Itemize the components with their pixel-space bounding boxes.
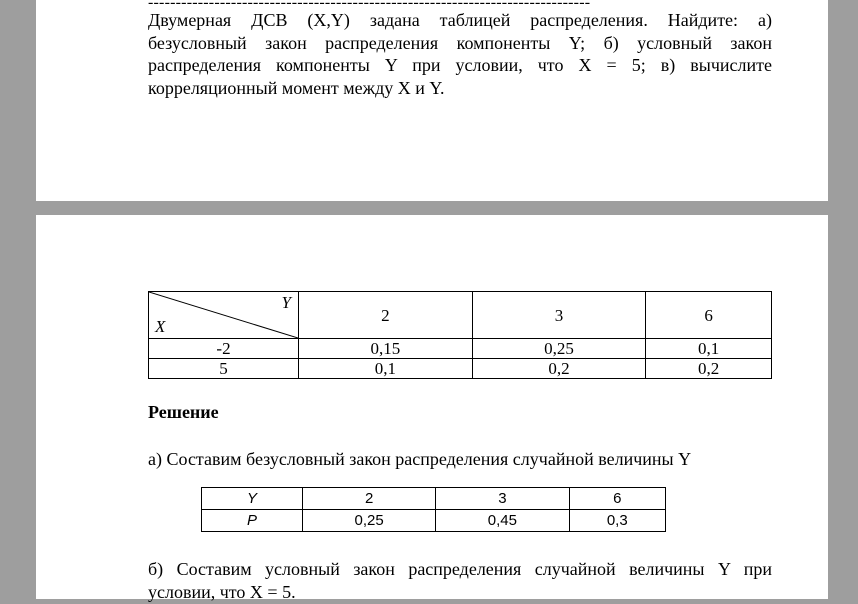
y-value-cell: 3 [436, 488, 569, 510]
task-line-2: безусловный закон распределения компоненты Y; б) условный закон [148, 32, 772, 53]
x-value-cell: 5 [149, 359, 299, 379]
probability-cell: 0,25 [303, 510, 436, 532]
corner-y-label: Y [281, 293, 291, 312]
part-b-line-2: условии, что X = 5. [148, 582, 296, 602]
task-line-1: Двумерная ДСВ (X,Y) задана таблицей распределения. Найдите: а) [148, 10, 772, 30]
probability-cell: 0,2 [472, 359, 646, 379]
y-value-header: 3 [472, 292, 646, 339]
probability-cell: 0,3 [569, 510, 665, 532]
row-label-y: Y [202, 488, 303, 510]
marginal-distribution-table [201, 487, 666, 532]
part-a-text: а) Составим безусловный закон распределения случайной величины Y [148, 449, 692, 469]
y-value-cell: 2 [303, 488, 436, 510]
corner-x-label: X [155, 317, 166, 336]
separator-line: -------------------------------------------------------------------------------- [148, 0, 591, 11]
document-page-1 [36, 0, 828, 201]
probability-cell: 0,1 [646, 339, 772, 359]
task-line-4: корреляционный момент между X и Y. [148, 77, 445, 98]
table-corner-cell [149, 292, 299, 339]
task-statement [148, 9, 772, 99]
solution-heading: Решение [148, 402, 219, 422]
row-label-p: P [202, 510, 303, 532]
table-row [202, 488, 666, 510]
probability-cell: 0,1 [299, 359, 473, 379]
probability-cell: 0,45 [436, 510, 569, 532]
table-row [149, 359, 772, 379]
diagonal-divider [149, 292, 298, 338]
y-value-header: 2 [299, 292, 473, 339]
task-line-3: распределения компоненты Y при условии, что X = 5; в) вычислите [148, 55, 772, 75]
table-row [202, 510, 666, 532]
part-b-line-1: б) Составим условный закон распределения случайной величины Y при [148, 559, 772, 579]
part-b-text [148, 558, 772, 604]
table-row [149, 339, 772, 359]
document-page-2 [36, 215, 828, 602]
probability-cell: 0,15 [299, 339, 473, 359]
probability-cell: 0,25 [472, 339, 646, 359]
x-value-cell: -2 [149, 339, 299, 359]
probability-cell: 0,2 [646, 359, 772, 379]
joint-header-row [149, 292, 772, 339]
joint-distribution-table [148, 291, 772, 379]
y-value-cell: 6 [569, 488, 665, 510]
y-value-header: 6 [646, 292, 772, 339]
